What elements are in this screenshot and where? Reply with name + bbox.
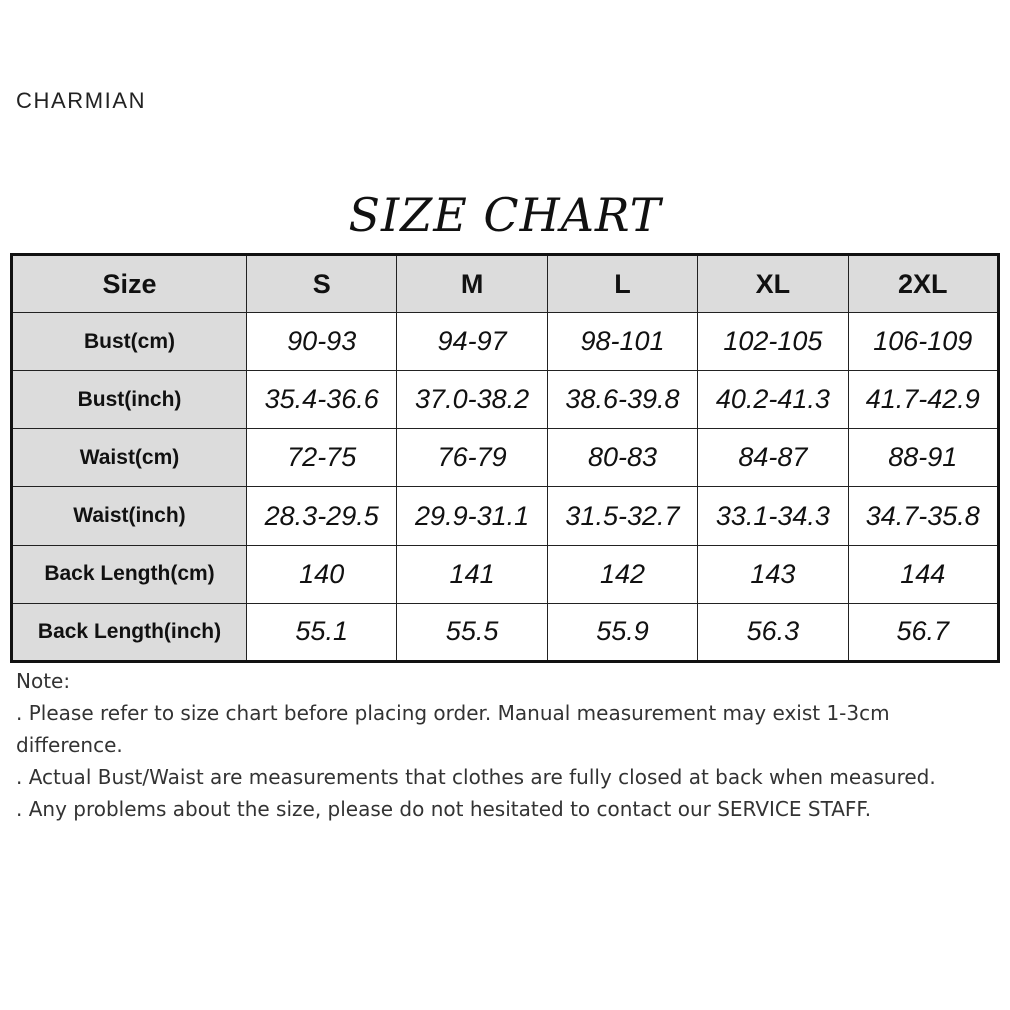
table-row bbox=[12, 603, 999, 661]
table-row bbox=[12, 487, 999, 545]
table-cell: 55.1 bbox=[247, 603, 397, 661]
table-cell: 40.2-41.3 bbox=[698, 371, 848, 429]
note-item: . Please refer to size chart before placing order. Manual measurement may exist 1-3cm difference. bbox=[16, 701, 890, 757]
table-cell: 31.5-32.7 bbox=[547, 487, 697, 545]
table-cell: 76-79 bbox=[397, 429, 547, 487]
header-cell-l: L bbox=[547, 255, 697, 313]
table-cell: 37.0-38.2 bbox=[397, 371, 547, 429]
table-cell: 90-93 bbox=[247, 313, 397, 371]
table-cell: 94-97 bbox=[397, 313, 547, 371]
row-label: Bust(cm) bbox=[12, 313, 247, 371]
table-cell: 35.4-36.6 bbox=[247, 371, 397, 429]
row-label: Waist(cm) bbox=[12, 429, 247, 487]
row-label: Waist(inch) bbox=[12, 487, 247, 545]
row-label: Back Length(cm) bbox=[12, 545, 247, 603]
brand-logo: CHARMIAN bbox=[16, 88, 147, 113]
table-cell: 143 bbox=[698, 545, 848, 603]
header-cell-m: M bbox=[397, 255, 547, 313]
table-cell: 33.1-34.3 bbox=[698, 487, 848, 545]
header-cell-2xl: 2XL bbox=[848, 255, 998, 313]
table-cell: 72-75 bbox=[247, 429, 397, 487]
row-label: Back Length(inch) bbox=[12, 603, 247, 661]
table-cell: 28.3-29.5 bbox=[247, 487, 397, 545]
note-item: . Any problems about the size, please do not hesitated to contact our SERVICE STAFF. bbox=[16, 797, 872, 821]
table-cell: 144 bbox=[848, 545, 998, 603]
table-cell: 56.3 bbox=[698, 603, 848, 661]
table-cell: 141 bbox=[397, 545, 547, 603]
table-cell: 34.7-35.8 bbox=[848, 487, 998, 545]
table-cell: 84-87 bbox=[698, 429, 848, 487]
table-cell: 102-105 bbox=[698, 313, 848, 371]
table-cell: 142 bbox=[547, 545, 697, 603]
header-cell-xl: XL bbox=[698, 255, 848, 313]
page-title: SIZE CHART bbox=[348, 188, 662, 242]
table-row bbox=[12, 313, 999, 371]
table-cell: 88-91 bbox=[848, 429, 998, 487]
table-cell: 41.7-42.9 bbox=[848, 371, 998, 429]
table-row bbox=[12, 371, 999, 429]
notes-heading: Note: bbox=[16, 669, 71, 693]
table-row bbox=[12, 545, 999, 603]
table-cell: 29.9-31.1 bbox=[397, 487, 547, 545]
table-cell: 80-83 bbox=[547, 429, 697, 487]
table-cell: 56.7 bbox=[848, 603, 998, 661]
header-cell-size: Size bbox=[12, 255, 247, 313]
notes-section bbox=[16, 665, 986, 825]
table-header-row bbox=[12, 255, 999, 313]
table-cell: 106-109 bbox=[848, 313, 998, 371]
table-cell: 140 bbox=[247, 545, 397, 603]
table-cell: 55.9 bbox=[547, 603, 697, 661]
row-label: Bust(inch) bbox=[12, 371, 247, 429]
table-cell: 55.5 bbox=[397, 603, 547, 661]
table-cell: 38.6-39.8 bbox=[547, 371, 697, 429]
note-item: . Actual Bust/Waist are measurements that clothes are fully closed at back when measured. bbox=[16, 765, 936, 789]
table-row bbox=[12, 429, 999, 487]
header-cell-s: S bbox=[247, 255, 397, 313]
table-cell: 98-101 bbox=[547, 313, 697, 371]
size-chart-table bbox=[10, 253, 1000, 663]
